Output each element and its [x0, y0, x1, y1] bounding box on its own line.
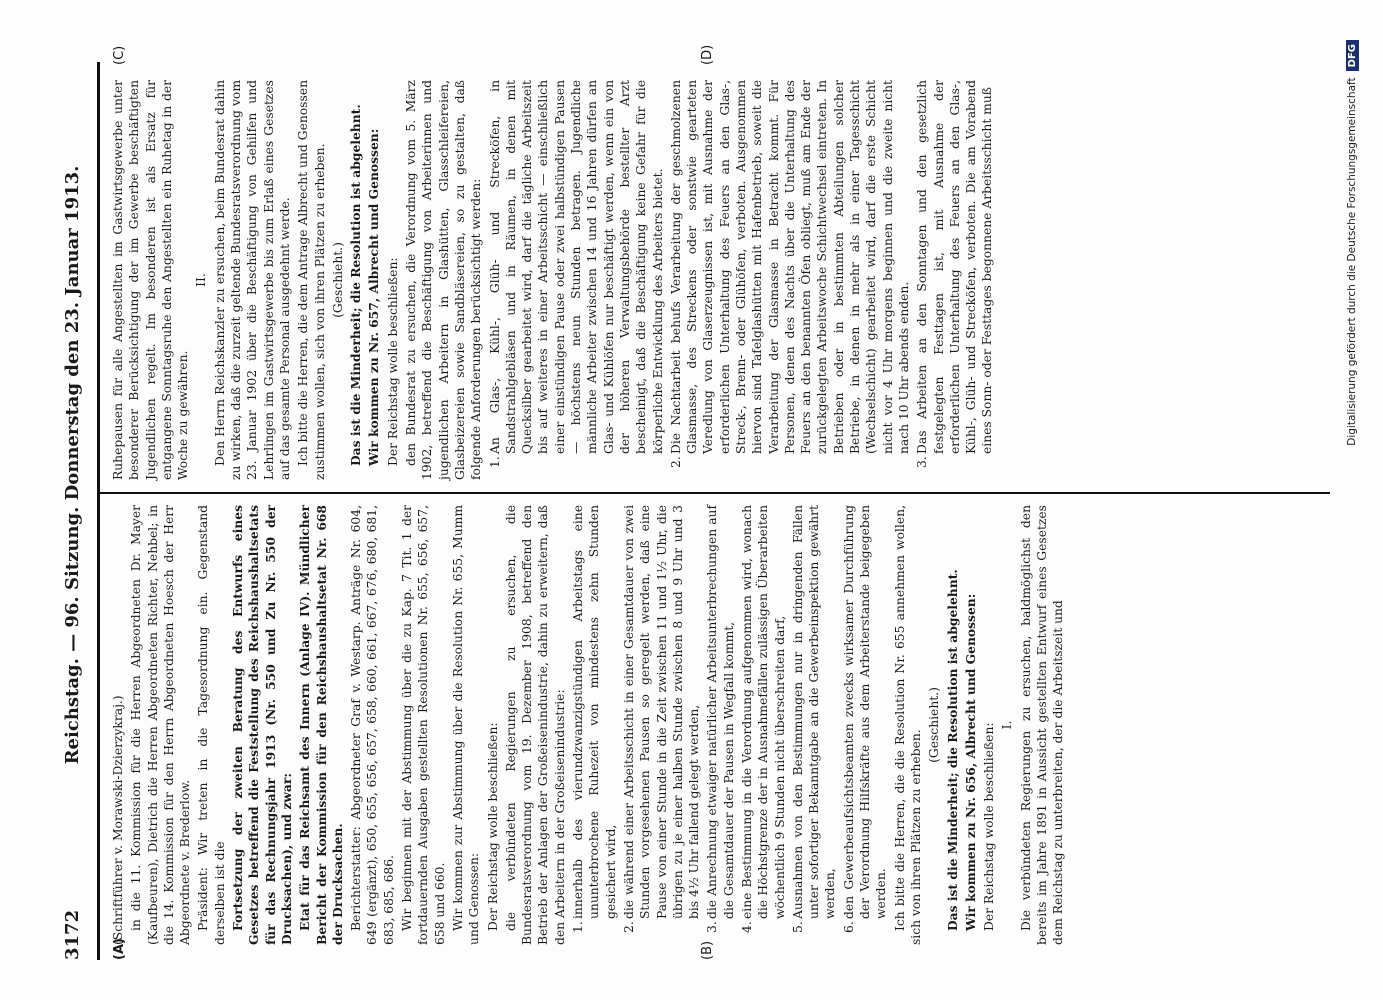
stage-direction: (Geschieht.)	[330, 242, 345, 318]
paragraph: Den Herrn Reichskanzler zu ersuchen, beim Bundesrat dahin zu wirken, daß die zurzeit geltende Bundesratsverordnung vom 23. Januar 1902 über die Beschäftigung von Gehilfen und Lehrlingen im Gastwirtsgewerbe bis zum Erlaß eines Gesetzes auf das gesamte Personal ausgedehnt werde.	[212, 80, 292, 480]
list-number: 1.	[571, 921, 586, 933]
section-numeral: I.	[1000, 720, 1015, 730]
list-text: die während einer Arbeitsschicht in einer Gesamtdauer von zwei Stunden vorgesehenen Pausen so geregelt werden, daß eine Pause von einer Stunde in die Zeit zwischen 11 und 1½ Uhr, die übrigen zu je einer halben Stunde zwischen 8 und 9 Uhr und 3 bis 4½ Uhr fallend gelegt werden,	[621, 505, 702, 919]
list-item	[790, 505, 839, 945]
paragraph: Wir kommen zu Nr. 656, Albrecht und Genossen:	[962, 593, 978, 931]
list-number: 2.	[621, 921, 636, 933]
list-item	[704, 505, 737, 945]
paragraph: Das ist die Minderheit; die Resolution ist abgelehnt.	[348, 104, 364, 466]
list-item	[487, 80, 666, 480]
dfg-logo: DFG	[1346, 40, 1359, 71]
stage-direction: (Geschieht.)	[927, 687, 942, 763]
list-text: Ausnahmen von den Bestimmungen nur in dringenden Fällen unter sofortiger Bekanntgabe an die Gewerbeinspektion gewährt werden,	[790, 505, 838, 919]
list-item	[668, 80, 912, 480]
paragraph: in die 11. Kommission für die Herren Abgeordneten Dr. Mayer (Kaufbeuren), Dietrich die Herren Abgeordneten Richter, Nehbel; in die 14. Kommission für den Herrn Abgeordneten Hoesch der Herr Abgeordnete v. Brederlow.	[129, 505, 193, 945]
list-text: An Glas-, Kühl-, Glüh- und Strecköfen, in Sandstrahlgebläsen und in Räumen, in denen mit Quecksilber gearbeitet wird, darf die tägliche Arbeitszeit bis auf weiteres in einer Arbeitsschicht — einschließlich einer einstündigen Pause oder zwei halbstündigen Pausen — höchstens neun Stunden betragen. Jugendliche männliche Arbeiter zwischen 14 und 16 Jahren dürfen an Glas- und Kühlöfen nur beschäftigt werden, wenn ein von der höheren Verwaltungsbehörde bestellter Arzt bescheinigt, daß die Beschäftigung keine Gefahr für die körperliche Entwicklung des Arbeiters bietet.	[487, 80, 665, 454]
margin-label-c: (C)	[112, 45, 127, 65]
paragraph: Wir kommen zu Nr. 657, Albrecht und Genossen:	[366, 128, 382, 466]
list-item	[621, 505, 702, 945]
list-number: 2.	[668, 456, 683, 468]
section-numeral: II.	[194, 273, 209, 287]
list-item	[841, 505, 890, 945]
list-number: 1.	[487, 456, 502, 468]
list-text: den Gewerbeaufsichtsbeamten zwecks wirksamer Durchführung der Verordnung Hilfskräfte aus dem Arbeiterstande beigegeben werden.	[841, 505, 889, 919]
paragraph: Ruhepausen für alle Angestellten im Gastwirtsgewerbe unter besonderer Berücksichtigung der im Gewerbe beschäftigten Jugendlichen regelt. Im besonderen ist als Ersatz für entgangene Sonntagsruhe den Angestellten ein Ruhetag in der Woche zu gewähren.	[111, 80, 191, 480]
credit-text: Digitalisierung gefördert durch die Deutsche Forschungsgemeinschaft	[1346, 77, 1358, 446]
paragraph: Wir beginnen mit der Abstimmung über die zu Kap. 7 Tit. 1 der fortdauernden Ausgaben gestellten Resolutionen Nr. 655, 656, 657, 658 und 660.	[400, 505, 447, 945]
paragraph: Das ist die Minderheit; die Resolution ist abgelehnt.	[944, 569, 960, 931]
margin-label-d: (D)	[700, 44, 715, 65]
list-text: eine Bestimmung in die Verordnung aufgenommen wird, wonach die Höchstgrenze der in Ausnahmefällen zulässigen Überarbeiten wöchentlich 9 Stunden nicht überschreiten darf,	[739, 505, 787, 919]
paragraph: Präsident: Wir treten in die Tagesordnung ein. Gegenstand derselben ist die	[196, 505, 227, 945]
paragraph: Berichterstatter: Abgeordneter Graf v. Westarp. Anträge Nr. 604, 649 (ergänzt), 650, 655, 656, 657, 658, 660, 661, 667, 676, 680, 681, 683, 685, 686.	[349, 505, 396, 945]
list-text: Das Arbeiten an den Sonntagen und den gesetzlich festgelegten Festtagen ist, mit Ausnahme der erforderlichen Unterhaltung des Feuers an den Glas-, Kühl-, Glüh- und Strecköfen, verboten. Die am Vorabend eines Sonn- oder Festtages begonnene Arbeitsschicht muß	[915, 80, 995, 454]
speaker-note: (Schriftführer v. Morawski-Dzierzykraj.)	[111, 695, 125, 945]
list-text: die Anrechnung etwaiger natürlicher Arbeitsunterbrechungen auf die Gesamtdauer der Pausen in Wegfall kommt,	[705, 505, 736, 919]
paragraph: Wir kommen zur Abstimmung über die Resolution Nr. 655, Mumm und Genossen:	[450, 505, 482, 945]
list-number: 3.	[705, 921, 720, 933]
list-item	[570, 505, 619, 945]
page-number: 3172	[62, 909, 83, 960]
left-column	[110, 505, 1069, 945]
list-item	[739, 505, 788, 945]
header-rule	[97, 62, 100, 960]
list-number: 4.	[739, 921, 754, 933]
paragraph: Der Reichstag wolle beschließen:	[385, 257, 400, 466]
paragraph: die verbündeten Regierungen zu ersuchen, die Bundesratsverordnung vom 19. Dezember 1908, betreffend den Betrieb der Anlagen der Großeisenindustrie, dahin zu erweitern, daß den Arbeitern in der Großeisenindustrie:	[503, 505, 567, 945]
list-text: Die Nachtarbeit behufs Verarbeitung der geschmolzenen Glasmasse, des Streckens oder sonstwie gearteten Veredlung von Glaserzeugnissen ist, mit Ausnahme der erforderlichen Unterhaltung des Feuers an den Glas-, Streck-, Brenn- oder Glühöfen, verboten. Ausgenommen hiervon sind Tafelglashütten mit Hafenbetrieb, soweit die Verarbeitung der Glasmasse in Betracht kommt. Für Personen, denen des Nachts über die Unterhaltung des Feuers an den benannten Öfen obliegt, muß am Ende der zurückgelegten Arbeitswoche Schichtwechsel eintreten. In Betrieben oder in bestimmten Abteilungen solcher Betriebe, in denen in mehr als in einer Tagesschicht (Wechselschicht) gearbeitet wird, darf die erste Schicht nicht vor 4 Uhr morgens beginnen und die zweite nicht nach 10 Uhr abends enden.	[668, 80, 911, 454]
digitization-credit	[1346, 40, 1359, 960]
page-header-title: Reichstag. — 96. Sitzung. Donnerstag den 23. Januar 1913.	[62, 165, 83, 765]
paragraph: Ich bitte die Herren, die dem Antrage Albrecht und Genossen zustimmen wollen, sich von ihren Plätzen zu erheben.	[296, 80, 327, 480]
list-number: 3.	[915, 456, 930, 468]
margin-label-b: (B)	[700, 940, 715, 960]
paragraph: Ich bitte die Herren, die die Resolution Nr. 655 annehmen wollen, sich von ihren Plätzen zu erheben.	[892, 505, 923, 945]
list-number: 6.	[841, 921, 856, 933]
paragraph: Der Reichstag wolle beschließen:	[982, 722, 997, 931]
paragraph: den Bundesrat zu ersuchen, die Verordnung vom 5. März 1902, betreffend die Beschäftigung von Arbeiterinnen und jugendlichen Arbeitern in Glashütten, Glasschleifereien, Glasbeizereien sowie Sandbläsereien, so zu gestalten, daß folgende Anforderungen berücksichtigt werden:	[404, 80, 484, 480]
agenda-item: Fortsetzung der zweiten Beratung des Entwurfs eines Gesetzes betreffend die Feststellung des Reichshaushaltsetats für das Rechnungsjahr 1913 (Nr. 550 und Zu Nr. 550 der Drucksachen), und zwar:	[230, 505, 294, 945]
list-text: innerhalb des vierundzwanzigstündigen Arbeitstags eine ununterbrochene Ruhezeit von mindestens zehn Stunden gesichert wird,	[571, 505, 618, 919]
paragraph: Der Reichstag wolle beschließen:	[485, 722, 500, 931]
margin-label-a: (A)	[112, 938, 127, 960]
list-item	[914, 80, 995, 480]
right-column	[110, 80, 998, 480]
agenda-item: Etat für das Reichsamt des Innern (Anlage IV). Mündlicher Bericht der Kommission für den Reichshaushaltsetat Nr. 668 der Drucksachen.	[297, 505, 345, 945]
paragraph: Die verbündeten Regierungen zu ersuchen, baldmöglichst den bereits im Jahre 1891 in Aussicht gestellten Entwurf eines Gesetzes dem Reichstag zu unterbreiten, der die Arbeitszeit und	[1018, 505, 1066, 945]
column-divider	[100, 492, 1330, 494]
list-number: 5.	[790, 921, 805, 933]
